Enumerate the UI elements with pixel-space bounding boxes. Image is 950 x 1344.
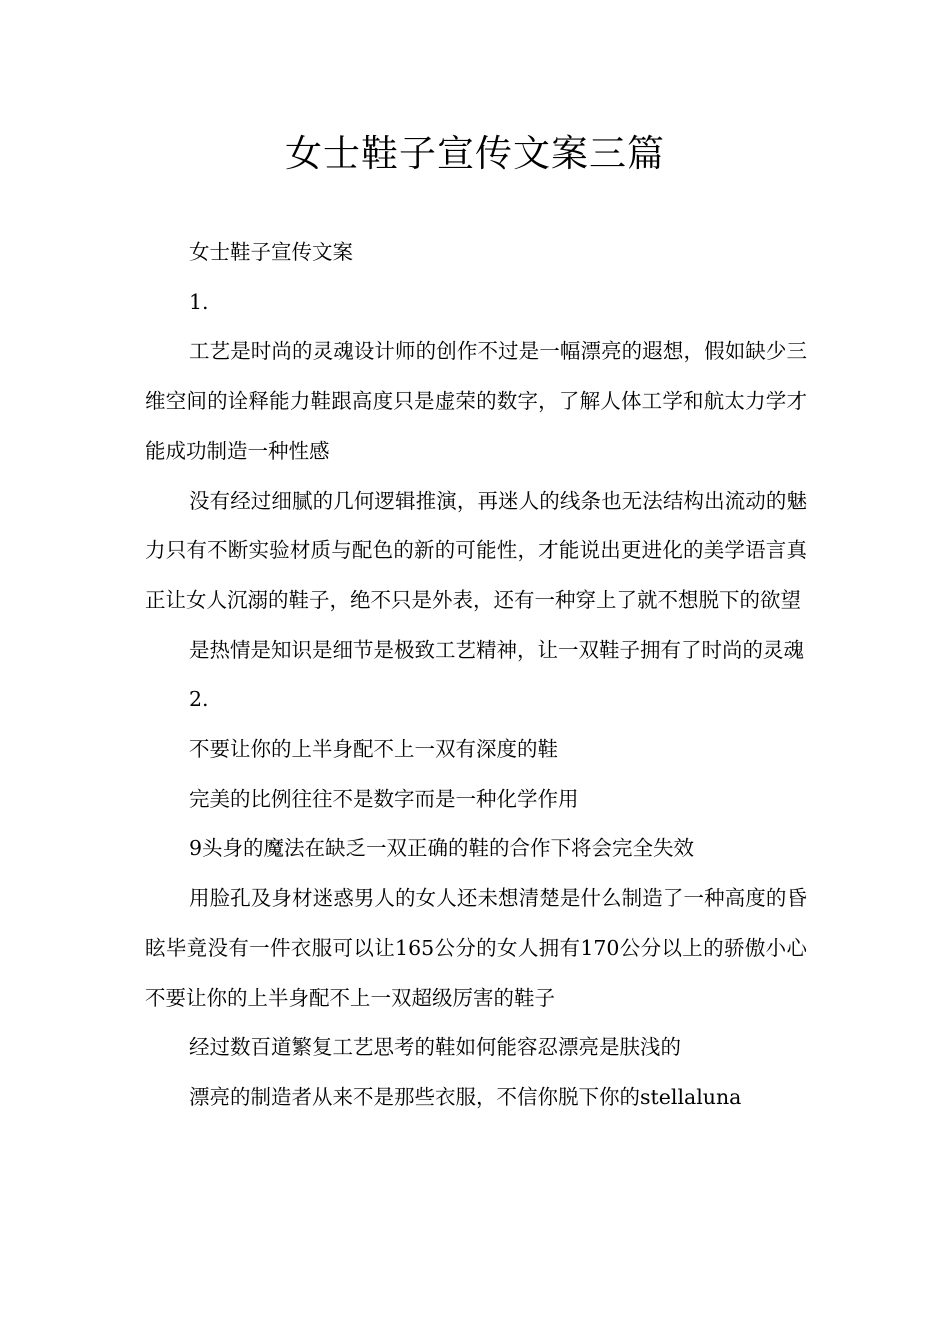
paragraph-section-number-2: 2. <box>189 687 209 712</box>
paragraph: 没有经过细腻的几何逻辑推演，再迷人的线条也无法结构出流动的魅力只有不断实验材质与配色的新的可能性，才能说出更进化的美学语言真正让女人沉溺的鞋子，绝不只是外表，还有一种穿上了就不想脱下的欲望 <box>145 488 807 612</box>
paragraph-section-number-1: 1. <box>189 289 209 314</box>
paragraph: 工艺是时尚的灵魂设计师的创作不过是一幅漂亮的遐想，假如缺少三维空间的诠释能力鞋跟高度只是虚荣的数字，了解人体工学和航太力学才能成功制造一种性感 <box>145 339 807 463</box>
paragraph: 经过数百道繁复工艺思考的鞋如何能容忍漂亮是肤浅的 <box>189 1035 681 1060</box>
paragraph: 是热情是知识是细节是极致工艺精神，让一双鞋子拥有了时尚的灵魂 <box>189 637 804 662</box>
paragraph: 用脸孔及身材迷惑男人的女人还未想清楚是什么制造了一种高度的昏眩毕竟没有一件衣服可以让165公分的女人拥有170公分以上的骄傲小心不要让你的上半身配不上一双超级厉害的鞋子 <box>145 886 807 1010</box>
document-body <box>145 228 807 1123</box>
paragraph: 9头身的魔法在缺乏一双正确的鞋的合作下将会完全失效 <box>189 836 695 861</box>
paragraph: 完美的比例往往不是数字而是一种化学作用 <box>189 786 579 811</box>
paragraph: 不要让你的上半身配不上一双有深度的鞋 <box>189 737 558 762</box>
paragraph: 漂亮的制造者从来不是那些衣服，不信你脱下你的stellaluna <box>189 1084 742 1109</box>
paragraph-heading: 女士鞋子宣传文案 <box>189 240 353 264</box>
document-title: 女士鞋子宣传文案三篇 <box>285 132 665 175</box>
